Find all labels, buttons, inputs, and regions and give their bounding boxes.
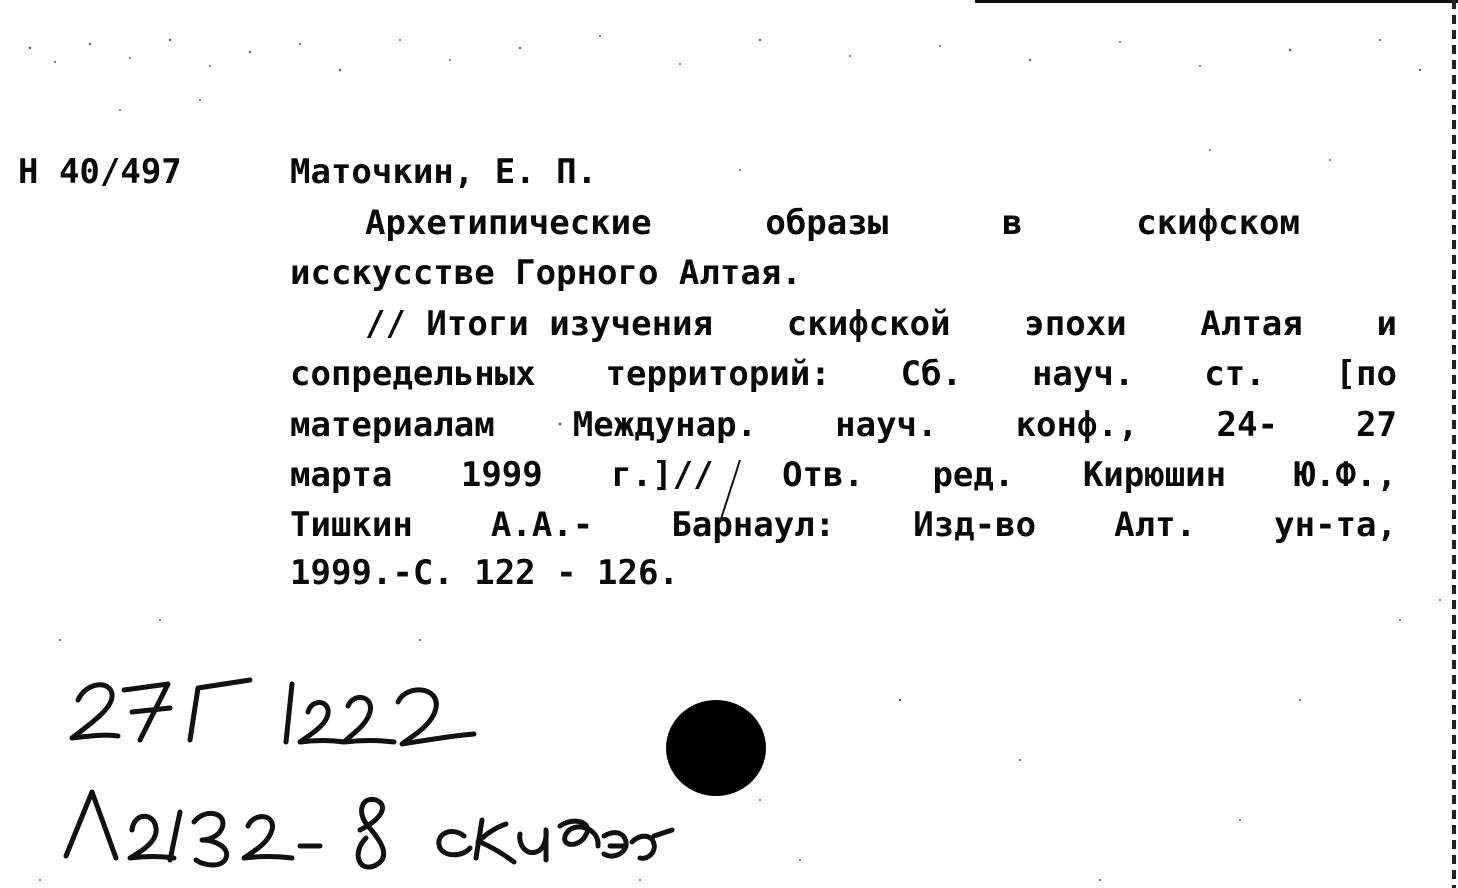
source-word: сопредельных (290, 354, 536, 394)
source-word: материалам (290, 405, 495, 445)
shelfmark: Н 40/497 (18, 152, 182, 192)
source-word: // Итоги изучения (365, 304, 713, 344)
source-word: ун-та, (1274, 505, 1397, 545)
source-word: 1999 (460, 455, 543, 495)
source-word: и (1376, 304, 1397, 344)
source-word: А.А.- (490, 505, 594, 545)
title-word: образы (765, 203, 889, 243)
title-word: Архетипические (365, 203, 652, 243)
source-word: 24- (1216, 405, 1278, 445)
source-word: конф., (1015, 405, 1139, 445)
source-word: Междунар. (572, 405, 758, 445)
source-word: марта (290, 455, 393, 495)
source-word: Барнаул: (671, 505, 836, 545)
title-word: скифском (1136, 203, 1300, 243)
source-word: скифской (786, 304, 951, 344)
source-word: науч. (835, 405, 938, 445)
source-word: Ю.Ф., (1294, 455, 1397, 495)
author-heading: Маточкин, Е. П. (290, 152, 598, 192)
source-word: 27 (1356, 405, 1397, 445)
title-line-2: исскусстве Горного Алтая. (290, 253, 802, 293)
source-word: эпохи (1024, 304, 1127, 344)
punch-hole-dot (666, 700, 766, 796)
source-word: Алтая (1200, 304, 1303, 344)
source-word: Кирюшин (1082, 455, 1227, 495)
title-word: в (1001, 203, 1023, 243)
source-word: г.]// (611, 455, 714, 495)
source-word: [по (1335, 354, 1397, 394)
source-word: Изд-во (913, 505, 1037, 545)
source-word: ред. (932, 455, 1015, 495)
source-word: Отв. (782, 455, 864, 495)
source-word: Сб. (900, 354, 963, 394)
source-word: Тишкин (290, 505, 413, 545)
source-word: Алт. (1114, 505, 1197, 545)
source-line-6: 1999.-С. 122 - 126. (290, 553, 679, 593)
source-word: ст. (1204, 354, 1266, 394)
source-word: территорий: (605, 354, 831, 394)
source-word: науч. (1031, 354, 1135, 394)
